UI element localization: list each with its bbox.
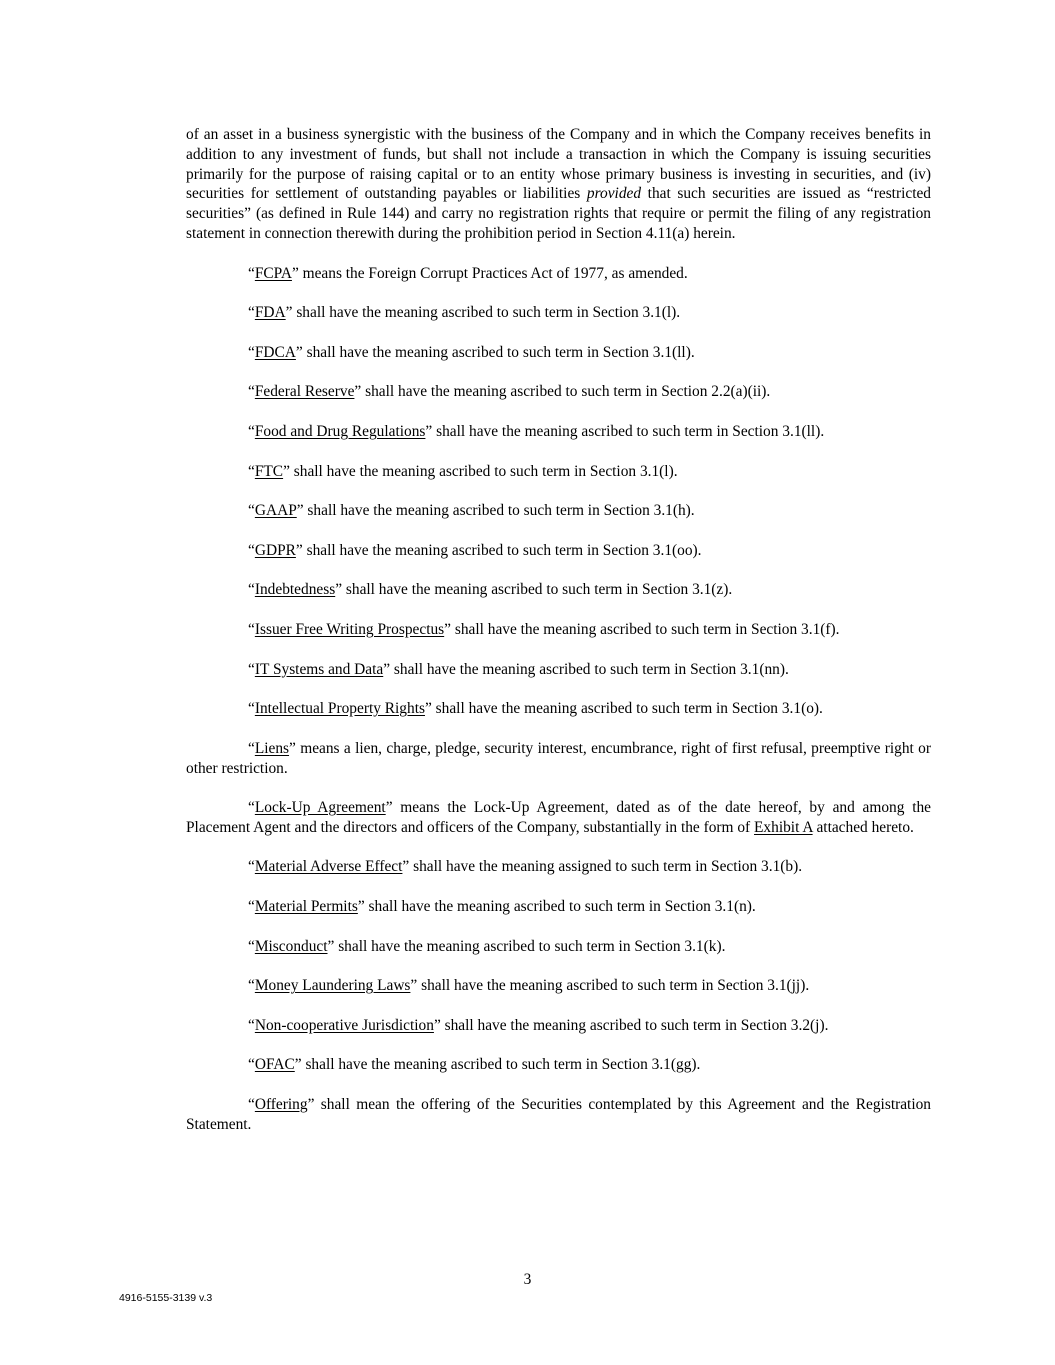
- defined-term: Liens: [254, 739, 290, 757]
- intro-paragraph: of an asset in a business synergistic with the business of the Company and in which the Company receives benefits in addition to any investment of funds, but shall not include a transaction in which the Company is issuing securities primarily for the purpose of raising capital or to an entity whose primary business is investing in securities, and (iv) securities for settlement of outstanding payables or liabilities provided that such securities are issued as “restricted securities” (as defined in Rule 144) and carry no registration rights that require or permit the filing of any registration statement in connection therewith during the prohibition period in Section 4.11(a) herein.: [186, 126, 931, 242]
- definition-material-adverse-effect: “Material Adverse Effect” shall have the meaning assigned to such term in Section 3.1(b).: [248, 858, 803, 876]
- defined-term: Federal Reserve: [254, 383, 355, 401]
- definition-material-permits: “Material Permits” shall have the meaning ascribed to such term in Section 3.1(n).: [248, 898, 756, 916]
- definition-fcpa: “FCPA” means the Foreign Corrupt Practices Act of 1977, as amended.: [248, 264, 688, 282]
- defined-term: Indebtedness: [254, 581, 336, 599]
- defined-term: IT Systems and Data: [254, 660, 384, 678]
- page-number: 3: [523, 1271, 532, 1288]
- definition-non-cooperative-jurisdiction: “Non-cooperative Jurisdiction” shall have the meaning ascribed to such term in Section 3.2(j).: [248, 1016, 829, 1034]
- definition-gdpr: “GDPR” shall have the meaning ascribed to such term in Section 3.1(oo).: [248, 541, 702, 559]
- exhibit-reference: Exhibit A: [754, 818, 813, 836]
- defined-term: GAAP: [254, 502, 297, 520]
- defined-term: Non-cooperative Jurisdiction: [254, 1016, 434, 1034]
- defined-term: Issuer Free Writing Prospectus: [254, 620, 445, 638]
- defined-term: Food and Drug Regulations: [254, 422, 426, 440]
- defined-term: FTC: [254, 462, 284, 480]
- definition-indebtedness: “Indebtedness” shall have the meaning ascribed to such term in Section 3.1(z).: [248, 581, 733, 599]
- defined-term: OFAC: [254, 1056, 295, 1074]
- defined-term: FDCA: [254, 343, 296, 361]
- defined-term: Intellectual Property Rights: [254, 700, 425, 718]
- definition-liens: “Liens” means a lien, charge, pledge, security interest, encumbrance, right of first refusal, preemptive right or other restriction.: [186, 739, 931, 777]
- definition-lock-up-agreement: “Lock-Up Agreement” means the Lock-Up Agreement, dated as of the date hereof, by and among the Placement Agent and the directors and officers of the Company, substantially in the form of Exhibit A attached hereto.: [186, 799, 931, 836]
- definition-gaap: “GAAP” shall have the meaning ascribed to such term in Section 3.1(h).: [248, 502, 695, 520]
- defined-term: Offering: [254, 1096, 308, 1114]
- definition-ofac: “OFAC” shall have the meaning ascribed to such term in Section 3.1(gg).: [248, 1056, 701, 1074]
- definition-intellectual-property-rights: “Intellectual Property Rights” shall have the meaning ascribed to such term in Section 3.1(o).: [248, 700, 823, 718]
- definition-it-systems-and-data: “IT Systems and Data” shall have the meaning ascribed to such term in Section 3.1(nn).: [248, 660, 789, 678]
- defined-term: Misconduct: [254, 937, 328, 955]
- defined-term: Money Laundering Laws: [254, 977, 411, 995]
- defined-term: FDA: [254, 304, 286, 322]
- document-id: 4916-5155-3139 v.3: [119, 1292, 213, 1304]
- definition-fda: “FDA” shall have the meaning ascribed to such term in Section 3.1(l).: [248, 304, 681, 322]
- definition-food-and-drug-regulations: “Food and Drug Regulations” shall have the meaning ascribed to such term in Section 3.1(ll).: [248, 422, 825, 440]
- definition-issuer-free-writing-prospectus: “Issuer Free Writing Prospectus” shall have the meaning ascribed to such term in Section 3.1(f).: [248, 620, 840, 638]
- defined-term: Material Adverse Effect: [254, 858, 403, 876]
- document-body: [186, 125, 931, 1154]
- defined-term: GDPR: [254, 541, 296, 559]
- definition-ftc: “FTC” shall have the meaning ascribed to such term in Section 3.1(l).: [248, 462, 678, 480]
- definition-federal-reserve: “Federal Reserve” shall have the meaning ascribed to such term in Section 2.2(a)(ii).: [248, 383, 771, 401]
- definition-money-laundering-laws: “Money Laundering Laws” shall have the meaning ascribed to such term in Section 3.1(jj).: [248, 977, 810, 995]
- defined-term: Material Permits: [254, 898, 358, 916]
- provided-emphasis: provided: [586, 185, 642, 203]
- definition-offering: “Offering” shall mean the offering of the Securities contemplated by this Agreement and the Registration Statement.: [186, 1096, 931, 1133]
- defined-term: FCPA: [254, 264, 292, 282]
- definition-misconduct: “Misconduct” shall have the meaning ascribed to such term in Section 3.1(k).: [248, 937, 726, 955]
- defined-term: Lock-Up Agreement: [254, 799, 386, 817]
- definition-fdca: “FDCA” shall have the meaning ascribed to such term in Section 3.1(ll).: [248, 343, 695, 361]
